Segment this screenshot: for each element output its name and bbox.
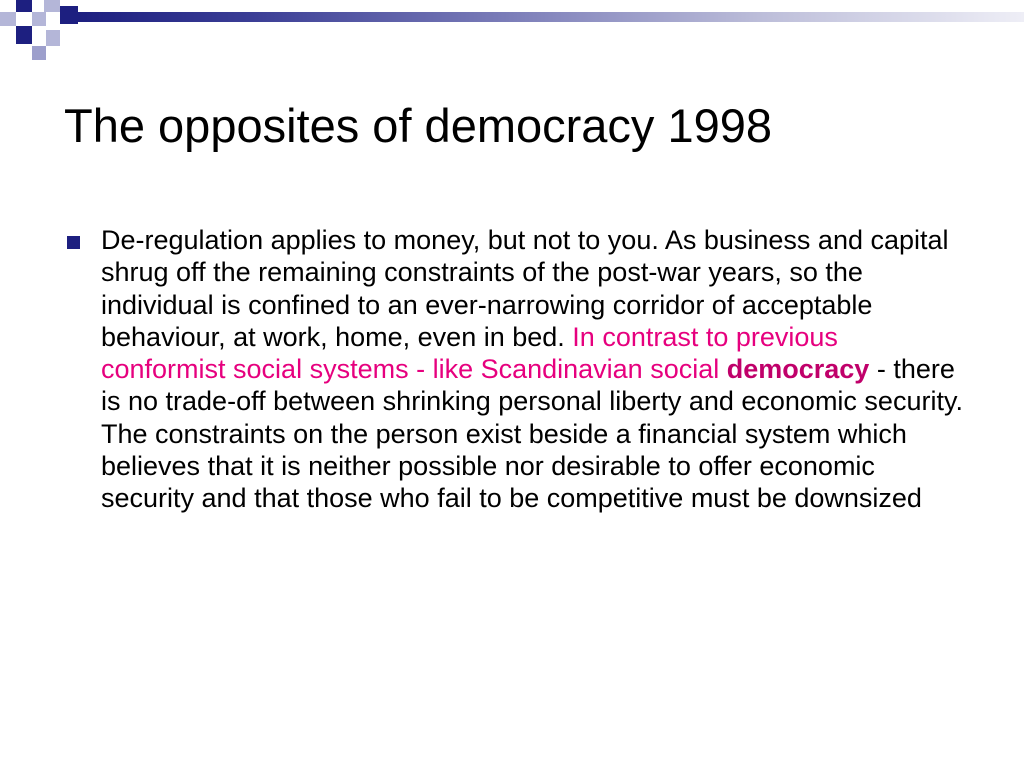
decor-square [32,12,46,26]
decor-square [0,12,16,26]
decor-square [16,0,32,12]
decor-square [60,6,78,24]
decor-square [16,26,32,44]
bullet-text: De-regulation applies to money, but not to you. As business and capital shrug off the remaining constraints of the post-war years, so the individual is confined to an ever-narrowing corridor of acceptable behaviour, at work, home, even in bed. [101,225,949,352]
square-bullet-icon [67,236,80,249]
decor-square [32,46,46,60]
bullet-highlight-bold-text: democracy [726,354,870,385]
slide-title: The opposites of democracy 1998 [64,99,773,152]
decorative-header [0,0,1024,70]
decor-square [44,0,60,12]
decor-gradient-bar [78,12,1024,22]
bullet-text-continued: - there is no trade-off between shrinking personal liberty and economic security. The constraints on the person exist beside a financial system which believes that it is neither possible nor desirable to offer economic security and that those who fail to be competitive must be downsized [101,354,963,514]
bullet-item [64,224,964,515]
bullet-list [64,224,964,515]
decor-square [46,30,60,46]
bullet-highlight-text: In contrast to previous conformist social systems - like Scandinavian social [101,321,838,385]
